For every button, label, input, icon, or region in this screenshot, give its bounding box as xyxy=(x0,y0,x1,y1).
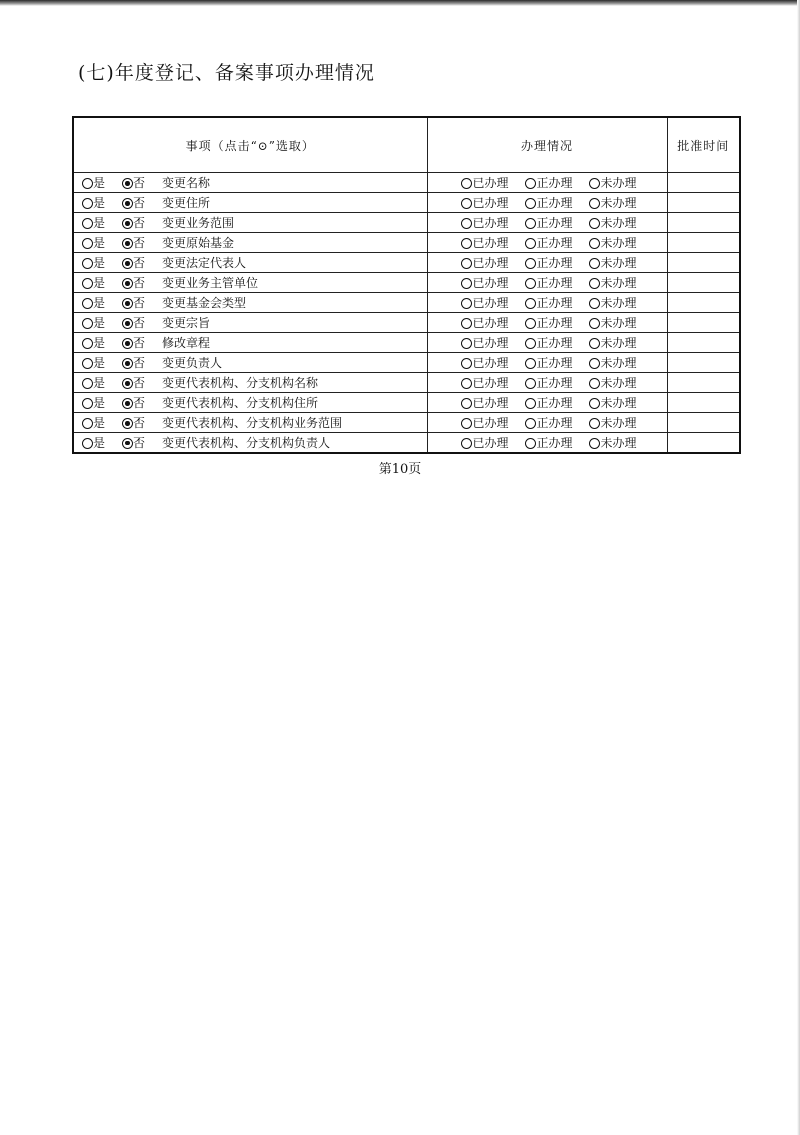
status-option[interactable] xyxy=(589,194,653,211)
yes-option[interactable] xyxy=(82,334,122,351)
yes-radio-icon[interactable] xyxy=(82,218,93,229)
status-option-label: 正办理 xyxy=(536,196,573,210)
status-option-label: 已办理 xyxy=(472,296,509,310)
table-row xyxy=(73,373,740,393)
status-option[interactable] xyxy=(461,254,525,271)
status-radio-icon[interactable] xyxy=(589,318,600,329)
item-label: 变更名称 xyxy=(162,176,211,190)
no-option[interactable] xyxy=(122,394,158,411)
status-cell xyxy=(427,273,667,293)
status-option[interactable] xyxy=(461,194,525,211)
item-cell xyxy=(73,393,427,413)
yes-radio-icon[interactable] xyxy=(82,198,93,209)
status-radio-icon[interactable] xyxy=(525,398,536,409)
section-title: (七)年度登记、备案事项办理情况 xyxy=(78,62,375,84)
status-option-label: 未办理 xyxy=(600,376,637,390)
table-row xyxy=(73,273,740,293)
no-label: 否 xyxy=(133,236,146,250)
no-option[interactable] xyxy=(122,414,158,431)
status-option-label: 正办理 xyxy=(536,216,573,230)
status-option[interactable] xyxy=(525,314,589,331)
approval-date-cell[interactable] xyxy=(667,173,740,193)
no-label: 否 xyxy=(133,296,146,310)
yes-option[interactable] xyxy=(82,374,122,391)
table-row xyxy=(73,393,740,413)
status-radio-icon[interactable] xyxy=(525,298,536,309)
yes-label: 是 xyxy=(93,356,106,370)
item-cell xyxy=(73,353,427,373)
status-radio-icon[interactable] xyxy=(461,418,472,429)
status-radio-icon[interactable] xyxy=(589,258,600,269)
status-cell xyxy=(427,173,667,193)
status-cell xyxy=(427,193,667,213)
status-cell xyxy=(427,393,667,413)
yes-radio-icon[interactable] xyxy=(82,298,93,309)
no-radio-icon[interactable] xyxy=(122,238,133,249)
status-radio-icon[interactable] xyxy=(461,438,472,449)
registration-filing-table xyxy=(72,116,741,454)
no-option[interactable] xyxy=(122,194,158,211)
status-option[interactable] xyxy=(525,434,589,451)
yes-radio-icon[interactable] xyxy=(82,418,93,429)
status-option[interactable] xyxy=(525,214,589,231)
status-option-label: 已办理 xyxy=(472,435,509,450)
no-radio-icon[interactable] xyxy=(122,178,133,189)
yes-radio-icon[interactable] xyxy=(82,258,93,269)
header-item: 事项（点击“⊙”选取） xyxy=(73,117,427,173)
item-cell xyxy=(73,193,427,213)
status-option[interactable] xyxy=(589,234,653,251)
status-radio-icon[interactable] xyxy=(461,258,472,269)
status-option-label: 已办理 xyxy=(472,216,509,230)
status-option[interactable] xyxy=(589,434,653,451)
status-option[interactable] xyxy=(589,354,653,371)
yes-radio-icon[interactable] xyxy=(82,318,93,329)
yes-option[interactable] xyxy=(82,214,122,231)
status-radio-icon[interactable] xyxy=(589,418,600,429)
yes-label: 是 xyxy=(93,236,106,250)
table-row xyxy=(73,213,740,233)
status-option[interactable] xyxy=(461,314,525,331)
status-radio-icon[interactable] xyxy=(589,358,600,369)
status-radio-icon[interactable] xyxy=(525,378,536,389)
status-radio-icon[interactable] xyxy=(525,418,536,429)
status-radio-icon[interactable] xyxy=(461,178,472,189)
status-option[interactable] xyxy=(525,174,589,191)
item-label: 变更宗旨 xyxy=(162,316,211,330)
status-option-label: 已办理 xyxy=(472,416,509,430)
yes-label: 是 xyxy=(93,176,106,190)
status-option-label: 正办理 xyxy=(536,416,573,430)
no-option[interactable] xyxy=(122,314,158,331)
status-option-label: 未办理 xyxy=(600,356,637,370)
approval-date-cell[interactable] xyxy=(667,273,740,293)
status-cell xyxy=(427,253,667,273)
item-cell xyxy=(73,273,427,293)
item-label: 变更法定代表人 xyxy=(162,256,247,270)
item-cell xyxy=(73,373,427,393)
status-option-label: 正办理 xyxy=(536,316,573,330)
status-option[interactable] xyxy=(461,174,525,191)
status-option-label: 已办理 xyxy=(472,256,509,270)
no-radio-icon[interactable] xyxy=(122,358,133,369)
item-cell xyxy=(73,213,427,233)
header-status: 办理情况 xyxy=(427,117,667,173)
table-row xyxy=(73,253,740,273)
yes-option[interactable] xyxy=(82,234,122,251)
yes-option[interactable] xyxy=(82,434,122,451)
status-radio-icon[interactable] xyxy=(461,358,472,369)
status-option-label: 正办理 xyxy=(536,276,573,290)
status-radio-icon[interactable] xyxy=(525,318,536,329)
yes-label: 是 xyxy=(93,435,106,450)
item-label: 修改章程 xyxy=(162,336,211,350)
no-option[interactable] xyxy=(122,174,158,191)
status-option[interactable] xyxy=(461,214,525,231)
status-option-label: 正办理 xyxy=(536,336,573,350)
status-option-label: 已办理 xyxy=(472,356,509,370)
no-label: 否 xyxy=(133,416,146,430)
item-cell xyxy=(73,293,427,313)
no-option[interactable] xyxy=(122,434,158,451)
status-option-label: 正办理 xyxy=(536,356,573,370)
status-radio-icon[interactable] xyxy=(461,278,472,289)
approval-date-cell[interactable] xyxy=(667,333,740,353)
status-option-label: 未办理 xyxy=(600,256,637,270)
item-cell xyxy=(73,173,427,193)
status-cell xyxy=(427,353,667,373)
status-radio-icon[interactable] xyxy=(461,298,472,309)
status-option-label: 未办理 xyxy=(600,236,637,250)
status-option-label: 正办理 xyxy=(536,296,573,310)
yes-label: 是 xyxy=(93,376,106,390)
no-radio-icon[interactable] xyxy=(122,318,133,329)
table-row xyxy=(73,433,740,453)
status-option-label: 已办理 xyxy=(472,176,509,190)
approval-date-cell[interactable] xyxy=(667,373,740,393)
no-label: 否 xyxy=(133,276,146,290)
status-option-label: 未办理 xyxy=(600,396,637,410)
status-radio-icon[interactable] xyxy=(525,438,536,449)
approval-date-cell[interactable] xyxy=(667,233,740,253)
status-radio-icon[interactable] xyxy=(589,178,600,189)
item-label: 变更业务主管单位 xyxy=(162,276,259,290)
no-option[interactable] xyxy=(122,274,158,291)
item-label: 变更负责人 xyxy=(162,356,223,370)
status-option[interactable] xyxy=(461,234,525,251)
status-cell xyxy=(427,313,667,333)
status-option-label: 未办理 xyxy=(600,336,637,350)
status-option-label: 未办理 xyxy=(600,276,637,290)
yes-radio-icon[interactable] xyxy=(82,398,93,409)
status-cell xyxy=(427,213,667,233)
status-option-label: 已办理 xyxy=(472,276,509,290)
table-row xyxy=(73,353,740,373)
table-row xyxy=(73,233,740,253)
no-radio-icon[interactable] xyxy=(122,258,133,269)
table-row xyxy=(73,293,740,313)
status-radio-icon[interactable] xyxy=(589,438,600,449)
status-option-label: 未办理 xyxy=(600,416,637,430)
status-option[interactable] xyxy=(525,294,589,311)
item-label: 变更住所 xyxy=(162,196,211,210)
approval-date-cell[interactable] xyxy=(667,213,740,233)
yes-option[interactable] xyxy=(82,354,122,371)
item-cell xyxy=(73,253,427,273)
status-radio-icon[interactable] xyxy=(525,178,536,189)
status-radio-icon[interactable] xyxy=(525,198,536,209)
page-number: 第10页 xyxy=(378,462,422,477)
status-cell xyxy=(427,373,667,393)
yes-option[interactable] xyxy=(82,394,122,411)
yes-label: 是 xyxy=(93,336,106,350)
status-option-label: 已办理 xyxy=(472,236,509,250)
yes-label: 是 xyxy=(93,316,106,330)
status-radio-icon[interactable] xyxy=(589,218,600,229)
no-label: 否 xyxy=(133,256,146,270)
no-option[interactable] xyxy=(122,234,158,251)
status-option[interactable] xyxy=(525,374,589,391)
status-radio-icon[interactable] xyxy=(461,218,472,229)
table-body xyxy=(73,173,740,453)
status-cell xyxy=(427,233,667,253)
yes-option[interactable] xyxy=(82,174,122,191)
status-option-label: 已办理 xyxy=(472,316,509,330)
status-option-label: 正办理 xyxy=(536,256,573,270)
yes-radio-icon[interactable] xyxy=(82,238,93,249)
status-option-label: 未办理 xyxy=(600,176,637,190)
status-radio-icon[interactable] xyxy=(461,378,472,389)
no-label: 否 xyxy=(133,196,146,210)
no-radio-icon[interactable] xyxy=(122,398,133,409)
status-option-label: 正办理 xyxy=(536,176,573,190)
status-radio-icon[interactable] xyxy=(589,278,600,289)
status-option[interactable] xyxy=(461,294,525,311)
no-radio-icon[interactable] xyxy=(122,278,133,289)
status-option[interactable] xyxy=(589,254,653,271)
no-label: 否 xyxy=(133,435,146,450)
yes-radio-icon[interactable] xyxy=(82,278,93,289)
status-radio-icon[interactable] xyxy=(589,238,600,249)
approval-date-cell[interactable] xyxy=(667,293,740,313)
approval-date-cell[interactable] xyxy=(667,253,740,273)
status-radio-icon[interactable] xyxy=(525,238,536,249)
status-option[interactable] xyxy=(525,354,589,371)
status-option[interactable] xyxy=(589,294,653,311)
no-option[interactable] xyxy=(122,374,158,391)
item-cell xyxy=(73,433,427,453)
status-option[interactable] xyxy=(461,374,525,391)
status-option[interactable] xyxy=(589,314,653,331)
status-radio-icon[interactable] xyxy=(525,338,536,349)
status-radio-icon[interactable] xyxy=(461,398,472,409)
yes-option[interactable] xyxy=(82,194,122,211)
no-label: 否 xyxy=(133,176,146,190)
status-option[interactable] xyxy=(589,174,653,191)
item-label: 变更代表机构、分支机构业务范围 xyxy=(162,416,343,430)
status-option-label: 已办理 xyxy=(472,336,509,350)
status-option-label: 正办理 xyxy=(536,376,573,390)
item-label: 变更代表机构、分支机构住所 xyxy=(162,396,319,410)
yes-option[interactable] xyxy=(82,414,122,431)
approval-date-cell[interactable] xyxy=(667,313,740,333)
status-cell xyxy=(427,293,667,313)
status-radio-icon[interactable] xyxy=(525,278,536,289)
status-option[interactable] xyxy=(461,334,525,351)
no-label: 否 xyxy=(133,336,146,350)
status-radio-icon[interactable] xyxy=(461,338,472,349)
approval-date-cell[interactable] xyxy=(667,193,740,213)
status-option[interactable] xyxy=(525,194,589,211)
status-radio-icon[interactable] xyxy=(525,358,536,369)
approval-date-cell[interactable] xyxy=(667,413,740,433)
status-radio-icon[interactable] xyxy=(461,318,472,329)
status-option-label: 正办理 xyxy=(536,396,573,410)
table-row xyxy=(73,313,740,333)
status-option[interactable] xyxy=(589,414,653,431)
status-cell xyxy=(427,433,667,453)
no-radio-icon[interactable] xyxy=(122,198,133,209)
item-cell xyxy=(73,233,427,253)
no-option[interactable] xyxy=(122,254,158,271)
status-option-label: 未办理 xyxy=(600,435,637,450)
item-label: 变更代表机构、分支机构负责人 xyxy=(162,435,331,450)
no-radio-icon[interactable] xyxy=(122,298,133,309)
table-row xyxy=(73,413,740,433)
status-option[interactable] xyxy=(525,254,589,271)
status-option-label: 已办理 xyxy=(472,376,509,390)
status-option-label: 正办理 xyxy=(536,435,573,450)
status-cell xyxy=(427,413,667,433)
yes-option[interactable] xyxy=(82,274,122,291)
approval-date-cell[interactable] xyxy=(667,433,740,453)
status-option-label: 已办理 xyxy=(472,396,509,410)
yes-option[interactable] xyxy=(82,314,122,331)
status-option-label: 未办理 xyxy=(600,196,637,210)
no-label: 否 xyxy=(133,216,146,230)
yes-label: 是 xyxy=(93,256,106,270)
yes-label: 是 xyxy=(93,276,106,290)
status-radio-icon[interactable] xyxy=(589,198,600,209)
status-option[interactable] xyxy=(525,334,589,351)
status-radio-icon[interactable] xyxy=(461,238,472,249)
item-cell xyxy=(73,313,427,333)
yes-label: 是 xyxy=(93,296,106,310)
no-label: 否 xyxy=(133,396,146,410)
approval-date-cell[interactable] xyxy=(667,353,740,373)
status-radio-icon[interactable] xyxy=(589,398,600,409)
no-option[interactable] xyxy=(122,294,158,311)
yes-label: 是 xyxy=(93,396,106,410)
yes-option[interactable] xyxy=(82,294,122,311)
status-option-label: 未办理 xyxy=(600,296,637,310)
status-option[interactable] xyxy=(589,214,653,231)
yes-radio-icon[interactable] xyxy=(82,438,93,449)
status-option-label: 已办理 xyxy=(472,196,509,210)
status-radio-icon[interactable] xyxy=(525,218,536,229)
yes-label: 是 xyxy=(93,416,106,430)
yes-radio-icon[interactable] xyxy=(82,338,93,349)
status-option[interactable] xyxy=(589,374,653,391)
no-radio-icon[interactable] xyxy=(122,338,133,349)
status-option[interactable] xyxy=(525,414,589,431)
yes-label: 是 xyxy=(93,216,106,230)
no-option[interactable] xyxy=(122,214,158,231)
status-option[interactable] xyxy=(589,274,653,291)
yes-radio-icon[interactable] xyxy=(82,178,93,189)
status-option[interactable] xyxy=(589,394,653,411)
no-radio-icon[interactable] xyxy=(122,438,133,449)
no-radio-icon[interactable] xyxy=(122,218,133,229)
table-row xyxy=(73,333,740,353)
yes-label: 是 xyxy=(93,196,106,210)
status-option[interactable] xyxy=(461,394,525,411)
status-radio-icon[interactable] xyxy=(525,258,536,269)
yes-radio-icon[interactable] xyxy=(82,358,93,369)
no-label: 否 xyxy=(133,316,146,330)
no-radio-icon[interactable] xyxy=(122,418,133,429)
table-row xyxy=(73,173,740,193)
item-cell xyxy=(73,333,427,353)
status-option[interactable] xyxy=(589,334,653,351)
no-radio-icon[interactable] xyxy=(122,378,133,389)
status-option-label: 正办理 xyxy=(536,236,573,250)
status-option-label: 未办理 xyxy=(600,316,637,330)
yes-option[interactable] xyxy=(82,254,122,271)
item-label: 变更代表机构、分支机构名称 xyxy=(162,376,319,390)
status-option[interactable] xyxy=(461,274,525,291)
status-option[interactable] xyxy=(461,354,525,371)
status-radio-icon[interactable] xyxy=(589,338,600,349)
item-cell xyxy=(73,413,427,433)
status-option[interactable] xyxy=(461,434,525,451)
status-radio-icon[interactable] xyxy=(589,378,600,389)
status-radio-icon[interactable] xyxy=(461,198,472,209)
item-label: 变更基金会类型 xyxy=(162,296,247,310)
no-option[interactable] xyxy=(122,334,158,351)
header-date: 批准时间 xyxy=(667,117,740,173)
no-label: 否 xyxy=(133,376,146,390)
status-option[interactable] xyxy=(525,394,589,411)
table-row xyxy=(73,193,740,213)
status-option-label: 未办理 xyxy=(600,216,637,230)
status-cell xyxy=(427,333,667,353)
scan-top-edge xyxy=(0,0,800,6)
no-label: 否 xyxy=(133,356,146,370)
item-label: 变更业务范围 xyxy=(162,216,235,230)
yes-radio-icon[interactable] xyxy=(82,378,93,389)
no-option[interactable] xyxy=(122,354,158,371)
status-option[interactable] xyxy=(525,274,589,291)
item-label: 变更原始基金 xyxy=(162,236,235,250)
status-option[interactable] xyxy=(525,234,589,251)
approval-date-cell[interactable] xyxy=(667,393,740,413)
status-option[interactable] xyxy=(461,414,525,431)
status-radio-icon[interactable] xyxy=(589,298,600,309)
table-header-row xyxy=(73,117,740,173)
